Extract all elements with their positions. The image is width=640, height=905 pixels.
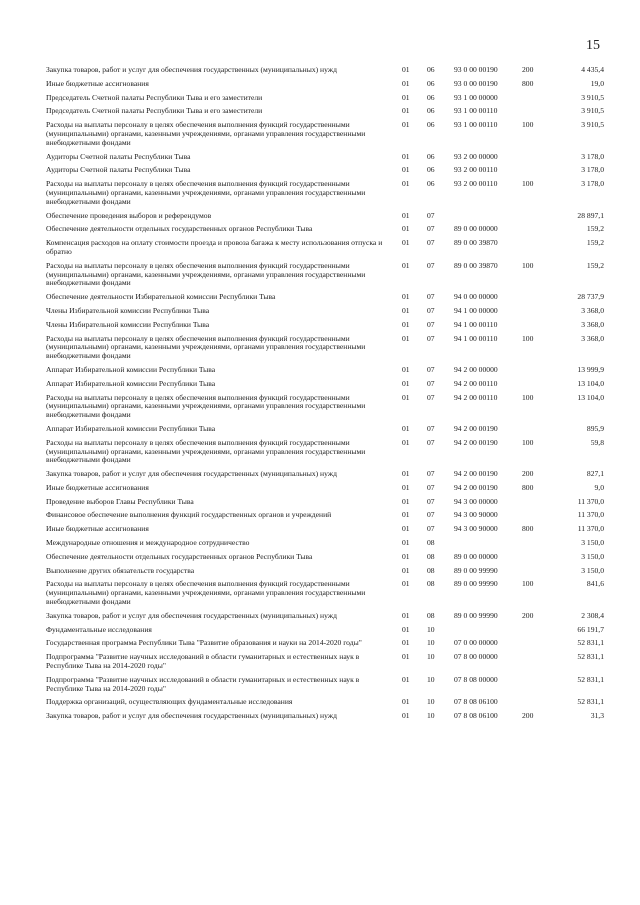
- table-row: [46, 567, 604, 581]
- expense-name-cell: Расходы на выплаты персоналу в целях обеспечения выполнения функций государственными (муниципальными) органами, казенными учреждениями, органами управления государственными внебюджетными фондами: [46, 179, 366, 206]
- section-code-cell: 01: [402, 378, 410, 388]
- amount-cell: 66 191,7: [577, 624, 604, 634]
- subsection-code-cell: 10: [427, 711, 435, 721]
- expense-type-code-cell: [522, 293, 550, 307]
- subsection-code-cell: 07: [427, 437, 435, 447]
- amount-cell: 3 150,0: [581, 551, 604, 561]
- expense-name-cell: Аудиторы Счетной палаты Республики Тыва: [46, 151, 191, 161]
- amount-cell: 28 897,1: [577, 210, 604, 220]
- section-code-cell: 01: [402, 305, 410, 315]
- expense-name-cell: Обеспечение деятельности отдельных государственных органов Республики Тыва: [46, 224, 313, 234]
- table-row: [46, 225, 604, 239]
- table-row: [46, 212, 604, 226]
- expense-type-code-cell: [522, 567, 550, 581]
- expense-type-code-cell: [522, 653, 550, 676]
- expense-type-code-cell: [522, 225, 550, 239]
- target-item-code-cell: 89 0 00 99990: [454, 610, 498, 620]
- expense-type-code-cell: [522, 212, 550, 226]
- target-item-code-cell: 94 2 00 00190: [454, 469, 498, 479]
- expense-type-code-cell: [522, 639, 550, 653]
- target-item-code-cell: 89 0 00 99990: [454, 579, 498, 589]
- table-row: [46, 653, 604, 676]
- section-code-cell: 01: [402, 538, 410, 548]
- amount-cell: 52 831,1: [577, 652, 604, 662]
- subsection-code-cell: 06: [427, 151, 435, 161]
- table-row: [46, 180, 604, 211]
- amount-cell: 13 104,0: [577, 392, 604, 402]
- expense-name-cell: Председатель Счетной палаты Республики Тыва и его заместители: [46, 92, 263, 102]
- expense-type-code-cell: [522, 380, 550, 394]
- subsection-code-cell: 06: [427, 65, 435, 74]
- subsection-code-cell: 07: [427, 392, 435, 402]
- section-code-cell: 01: [402, 579, 410, 589]
- expense-name-cell: Председатель Счетной палаты Республики Тыва и его заместители: [46, 106, 263, 116]
- section-code-cell: 01: [402, 624, 410, 634]
- target-item-code-cell: 93 1 00 00110: [454, 120, 498, 130]
- expense-name-cell: Расходы на выплаты персоналу в целях обеспечения выполнения функций государственными (муниципальными) органами, казенными учреждениями, органами управления государственными внебюджетными фондами: [46, 120, 366, 147]
- amount-cell: 895,9: [586, 423, 604, 433]
- section-code-cell: 01: [402, 674, 410, 684]
- table-row: [46, 239, 604, 262]
- expense-name-cell: Аппарат Избирательной комиссии Республики Тыва: [46, 364, 216, 374]
- table-row: [46, 66, 604, 80]
- subsection-code-cell: 08: [427, 579, 435, 589]
- section-code-cell: 01: [402, 482, 410, 492]
- expense-name-cell: Обеспечение деятельности Избирательной комиссии Республики Тыва: [46, 292, 276, 302]
- expense-type-code-cell: 200: [522, 65, 534, 74]
- amount-cell: 3 368,0: [581, 333, 604, 343]
- amount-cell: 11 370,0: [577, 510, 604, 520]
- expense-name-cell: Проведение выборов Главы Республики Тыва: [46, 496, 194, 506]
- target-item-code-cell: 94 2 00 00190: [454, 482, 498, 492]
- expense-name-cell: Закупка товаров, работ и услуг для обеспечения государственных (муниципальных) нужд: [46, 469, 337, 479]
- target-item-code-cell: 89 0 00 39870: [454, 238, 498, 248]
- expense-name-cell: Государственная программа Республики Тыва "Развитие образования и науки на 2014-2020 годы": [46, 638, 362, 648]
- target-item-code-cell: 93 0 00 00190: [454, 65, 498, 74]
- amount-cell: 827,1: [586, 469, 604, 479]
- target-item-code-cell: 94 3 00 90000: [454, 510, 498, 520]
- table-row: [46, 425, 604, 439]
- expense-type-code-cell: [522, 676, 550, 699]
- table-row: [46, 80, 604, 94]
- section-code-cell: 01: [402, 469, 410, 479]
- expense-name-cell: Обеспечение деятельности отдельных государственных органов Республики Тыва: [46, 551, 313, 561]
- table-row: [46, 262, 604, 293]
- target-item-code-cell: 93 1 00 00000: [454, 92, 498, 102]
- subsection-code-cell: 07: [427, 423, 435, 433]
- subsection-code-cell: 06: [427, 165, 435, 175]
- table-row: [46, 107, 604, 121]
- section-code-cell: 01: [402, 524, 410, 534]
- expense-type-code-cell: 100: [522, 579, 534, 589]
- expense-type-code-cell: 100: [522, 333, 534, 343]
- section-code-cell: 01: [402, 224, 410, 234]
- target-item-code-cell: 07 8 08 00000: [454, 674, 498, 684]
- target-item-code-cell: 93 2 00 00110: [454, 179, 498, 189]
- expense-type-code-cell: [522, 166, 550, 180]
- table-row: [46, 121, 604, 152]
- expense-name-cell: Иные бюджетные ассигнования: [46, 524, 149, 534]
- expense-type-code-cell: [522, 107, 550, 121]
- amount-cell: 11 370,0: [577, 496, 604, 506]
- section-code-cell: 01: [402, 711, 410, 721]
- expense-name-cell: Поддержка организаций, осуществляющих фундаментальные исследования: [46, 697, 293, 707]
- target-item-code-cell: 93 1 00 00110: [454, 106, 498, 116]
- expense-type-code-cell: [522, 321, 550, 335]
- amount-cell: 52 831,1: [577, 638, 604, 648]
- target-item-code-cell: 94 3 00 90000: [454, 524, 498, 534]
- expense-type-code-cell: [522, 153, 550, 167]
- expense-name-cell: Международные отношения и международное сотрудничество: [46, 538, 250, 548]
- table-row: [46, 539, 604, 553]
- expense-name-cell: Выполнение других обязательств государства: [46, 565, 195, 575]
- section-code-cell: 01: [402, 78, 410, 88]
- target-item-code-cell: 07 8 00 00000: [454, 652, 498, 662]
- target-item-code-cell: [454, 626, 522, 640]
- expense-name-cell: Подпрограмма "Развитие научных исследований в области гуманитарных и естественных наук в Республике Тыва на 2014-2020 годы": [46, 652, 360, 671]
- table-row: [46, 639, 604, 653]
- target-item-code-cell: 94 2 00 00110: [454, 378, 498, 388]
- amount-cell: 3 368,0: [581, 319, 604, 329]
- amount-cell: 3 178,0: [581, 151, 604, 161]
- expense-name-cell: Обеспечение проведения выборов и референдумов: [46, 210, 212, 220]
- table-row: [46, 335, 604, 366]
- expense-type-code-cell: [522, 94, 550, 108]
- target-item-code-cell: 94 2 00 00110: [454, 392, 498, 402]
- expense-type-code-cell: [522, 366, 550, 380]
- table-row: [46, 626, 604, 640]
- expense-name-cell: Члены Избирательной комиссии Республики Тыва: [46, 305, 210, 315]
- table-row: [46, 676, 604, 699]
- amount-cell: 159,2: [586, 238, 604, 248]
- table-row: [46, 293, 604, 307]
- target-item-code-cell: [454, 539, 522, 553]
- section-code-cell: 01: [402, 165, 410, 175]
- section-code-cell: 01: [402, 319, 410, 329]
- table-row: [46, 380, 604, 394]
- target-item-code-cell: 89 0 00 00000: [454, 551, 498, 561]
- amount-cell: 159,2: [586, 224, 604, 234]
- expense-type-code-cell: [522, 425, 550, 439]
- target-item-code-cell: 94 2 00 00190: [454, 437, 498, 447]
- amount-cell: 52 831,1: [577, 674, 604, 684]
- table-row: [46, 394, 604, 425]
- amount-cell: 13 104,0: [577, 378, 604, 388]
- expense-type-code-cell: 100: [522, 437, 534, 447]
- section-code-cell: 01: [402, 496, 410, 506]
- subsection-code-cell: 07: [427, 469, 435, 479]
- expense-name-cell: Расходы на выплаты персоналу в целях обеспечения выполнения функций государственными (муниципальными) органами, казенными учреждениями, органами управления государственными внебюджетными фондами: [46, 579, 366, 607]
- expense-type-code-cell: 200: [522, 469, 534, 479]
- section-code-cell: 01: [402, 610, 410, 620]
- table-row: [46, 153, 604, 167]
- table-row: [46, 553, 604, 567]
- subsection-code-cell: 06: [427, 106, 435, 116]
- expense-name-cell: Иные бюджетные ассигнования: [46, 78, 149, 88]
- amount-cell: 59,8: [590, 437, 604, 447]
- expense-name-cell: Закупка товаров, работ и услуг для обеспечения государственных (муниципальных) нужд: [46, 65, 337, 74]
- table-row: [46, 484, 604, 498]
- section-code-cell: 01: [402, 260, 410, 270]
- target-item-code-cell: 07 8 08 06100: [454, 697, 498, 707]
- expense-type-code-cell: 800: [522, 524, 534, 534]
- subsection-code-cell: 08: [427, 610, 435, 620]
- expense-name-cell: Закупка товаров, работ и услуг для обеспечения государственных (муниципальных) нужд: [46, 711, 337, 721]
- table-row: [46, 498, 604, 512]
- section-code-cell: 01: [402, 92, 410, 102]
- section-code-cell: 01: [402, 510, 410, 520]
- expense-name-cell: Фундаментальные исследования: [46, 624, 152, 634]
- table-row: [46, 612, 604, 626]
- subsection-code-cell: 08: [427, 551, 435, 561]
- amount-cell: 13 999,9: [577, 364, 604, 374]
- target-item-code-cell: 94 1 00 00000: [454, 305, 498, 315]
- table-row: [46, 307, 604, 321]
- amount-cell: 9,0: [594, 482, 604, 492]
- subsection-code-cell: 07: [427, 210, 435, 220]
- amount-cell: 3 368,0: [581, 305, 604, 315]
- expense-type-code-cell: [522, 539, 550, 553]
- section-code-cell: 01: [402, 238, 410, 248]
- expense-name-cell: Иные бюджетные ассигнования: [46, 482, 149, 492]
- target-item-code-cell: 94 1 00 00110: [454, 319, 498, 329]
- expense-type-code-cell: 200: [522, 610, 534, 620]
- target-item-code-cell: 93 2 00 00110: [454, 165, 498, 175]
- section-code-cell: 01: [402, 333, 410, 343]
- subsection-code-cell: 10: [427, 624, 435, 634]
- amount-cell: 3 150,0: [581, 538, 604, 548]
- expense-type-code-cell: [522, 511, 550, 525]
- target-item-code-cell: 07 0 00 00000: [454, 638, 498, 648]
- section-code-cell: 01: [402, 392, 410, 402]
- expense-type-code-cell: 800: [522, 482, 534, 492]
- table-row: [46, 712, 604, 726]
- section-code-cell: 01: [402, 106, 410, 116]
- amount-cell: 11 370,0: [577, 524, 604, 534]
- expense-type-code-cell: [522, 498, 550, 512]
- expense-type-code-cell: 100: [522, 120, 534, 130]
- section-code-cell: 01: [402, 210, 410, 220]
- expense-type-code-cell: 100: [522, 260, 534, 270]
- target-item-code-cell: 94 3 00 00000: [454, 496, 498, 506]
- subsection-code-cell: 07: [427, 319, 435, 329]
- target-item-code-cell: 93 0 00 00190: [454, 78, 498, 88]
- expense-name-cell: Расходы на выплаты персоналу в целях обеспечения выполнения функций государственными (муниципальными) органами, казенными учреждениями, органами управления государственными внебюджетными фондами: [46, 437, 366, 465]
- amount-cell: 3 910,5: [581, 106, 604, 116]
- subsection-code-cell: 10: [427, 697, 435, 707]
- expense-type-code-cell: [522, 307, 550, 321]
- expense-type-code-cell: [522, 626, 550, 640]
- amount-cell: 3 910,5: [581, 92, 604, 102]
- page-number: 15: [586, 38, 600, 53]
- table-row: [46, 580, 604, 611]
- table-row: [46, 698, 604, 712]
- subsection-code-cell: 06: [427, 78, 435, 88]
- subsection-code-cell: 07: [427, 482, 435, 492]
- expense-type-code-cell: 800: [522, 78, 534, 88]
- table-row: [46, 511, 604, 525]
- table-row: [46, 321, 604, 335]
- target-item-code-cell: 07 8 08 06100: [454, 711, 498, 721]
- target-item-code-cell: 94 0 00 00000: [454, 292, 498, 302]
- table-row: [46, 366, 604, 380]
- section-code-cell: 01: [402, 697, 410, 707]
- expense-type-code-cell: [522, 698, 550, 712]
- subsection-code-cell: 10: [427, 652, 435, 662]
- target-item-code-cell: [454, 212, 522, 226]
- table-row: [46, 94, 604, 108]
- target-item-code-cell: 94 1 00 00110: [454, 333, 498, 343]
- subsection-code-cell: 07: [427, 305, 435, 315]
- subsection-code-cell: 07: [427, 364, 435, 374]
- subsection-code-cell: 08: [427, 565, 435, 575]
- expense-name-cell: Подпрограмма "Развитие научных исследований в области гуманитарных и естественных наук в Республике Тыва на 2014-2020 годы": [46, 674, 360, 693]
- section-code-cell: 01: [402, 65, 410, 74]
- section-code-cell: 01: [402, 551, 410, 561]
- amount-cell: 2 308,4: [581, 610, 604, 620]
- subsection-code-cell: 08: [427, 538, 435, 548]
- section-code-cell: 01: [402, 179, 410, 189]
- subsection-code-cell: 06: [427, 92, 435, 102]
- subsection-code-cell: 07: [427, 224, 435, 234]
- expense-name-cell: Расходы на выплаты персоналу в целях обеспечения выполнения функций государственными (муниципальными) органами, казенными учреждениями, органами управления государственными внебюджетными фондами: [46, 333, 366, 361]
- table-row: [46, 525, 604, 539]
- budget-table-body: [46, 66, 604, 726]
- subsection-code-cell: 10: [427, 638, 435, 648]
- section-code-cell: 01: [402, 638, 410, 648]
- amount-cell: 3 178,0: [581, 165, 604, 175]
- target-item-code-cell: 89 0 00 00000: [454, 224, 498, 234]
- expense-name-cell: Финансовое обеспечение выполнения функций государственных органов и учреждений: [46, 510, 332, 520]
- subsection-code-cell: 07: [427, 378, 435, 388]
- amount-cell: 28 737,9: [577, 292, 604, 302]
- amount-cell: 159,2: [586, 260, 604, 270]
- amount-cell: 841,6: [586, 579, 604, 589]
- budget-table: [46, 66, 604, 726]
- expense-name-cell: Расходы на выплаты персоналу в целях обеспечения выполнения функций государственными (муниципальными) органами, казенными учреждениями, органами управления государственными внебюджетными фондами: [46, 392, 366, 420]
- expense-name-cell: Закупка товаров, работ и услуг для обеспечения государственных (муниципальных) нужд: [46, 610, 337, 620]
- subsection-code-cell: 07: [427, 510, 435, 520]
- expense-name-cell: Члены Избирательной комиссии Республики Тыва: [46, 319, 210, 329]
- amount-cell: 3 178,0: [581, 179, 604, 189]
- target-item-code-cell: 89 0 00 99990: [454, 565, 498, 575]
- expense-type-code-cell: 100: [522, 179, 534, 189]
- amount-cell: 3 910,5: [581, 120, 604, 130]
- subsection-code-cell: 07: [427, 292, 435, 302]
- section-code-cell: 01: [402, 437, 410, 447]
- table-row: [46, 166, 604, 180]
- subsection-code-cell: 06: [427, 120, 435, 130]
- amount-cell: 31,3: [590, 711, 604, 721]
- amount-cell: 3 150,0: [581, 565, 604, 575]
- amount-cell: 52 831,1: [577, 697, 604, 707]
- subsection-code-cell: 10: [427, 674, 435, 684]
- target-item-code-cell: 89 0 00 39870: [454, 260, 498, 270]
- table-row: [46, 470, 604, 484]
- target-item-code-cell: 94 2 00 00000: [454, 364, 498, 374]
- expense-type-code-cell: [522, 239, 550, 262]
- expense-name-cell: Компенсация расходов на оплату стоимости проезда и провоза багажа к месту использования отпуска и обратно: [46, 238, 383, 256]
- subsection-code-cell: 07: [427, 524, 435, 534]
- subsection-code-cell: 07: [427, 496, 435, 506]
- section-code-cell: 01: [402, 120, 410, 130]
- section-code-cell: 01: [402, 565, 410, 575]
- subsection-code-cell: 07: [427, 260, 435, 270]
- section-code-cell: 01: [402, 652, 410, 662]
- target-item-code-cell: 93 2 00 00000: [454, 151, 498, 161]
- subsection-code-cell: 07: [427, 238, 435, 248]
- section-code-cell: 01: [402, 423, 410, 433]
- subsection-code-cell: 06: [427, 179, 435, 189]
- amount-cell: 19,0: [590, 78, 604, 88]
- subsection-code-cell: 07: [427, 333, 435, 343]
- expense-type-code-cell: 100: [522, 392, 534, 402]
- expense-type-code-cell: 200: [522, 711, 534, 721]
- section-code-cell: 01: [402, 151, 410, 161]
- expense-name-cell: Аппарат Избирательной комиссии Республики Тыва: [46, 423, 216, 433]
- target-item-code-cell: 94 2 00 00190: [454, 423, 498, 433]
- table-row: [46, 439, 604, 470]
- expense-type-code-cell: [522, 553, 550, 567]
- amount-cell: 4 435,4: [581, 65, 604, 74]
- section-code-cell: 01: [402, 292, 410, 302]
- section-code-cell: 01: [402, 364, 410, 374]
- expense-name-cell: Аудиторы Счетной палаты Республики Тыва: [46, 165, 191, 175]
- expense-name-cell: Расходы на выплаты персоналу в целях обеспечения выполнения функций государственными (муниципальными) органами, казенными учреждениями, органами управления государственными внебюджетными фондами: [46, 260, 366, 288]
- expense-name-cell: Аппарат Избирательной комиссии Республики Тыва: [46, 378, 216, 388]
